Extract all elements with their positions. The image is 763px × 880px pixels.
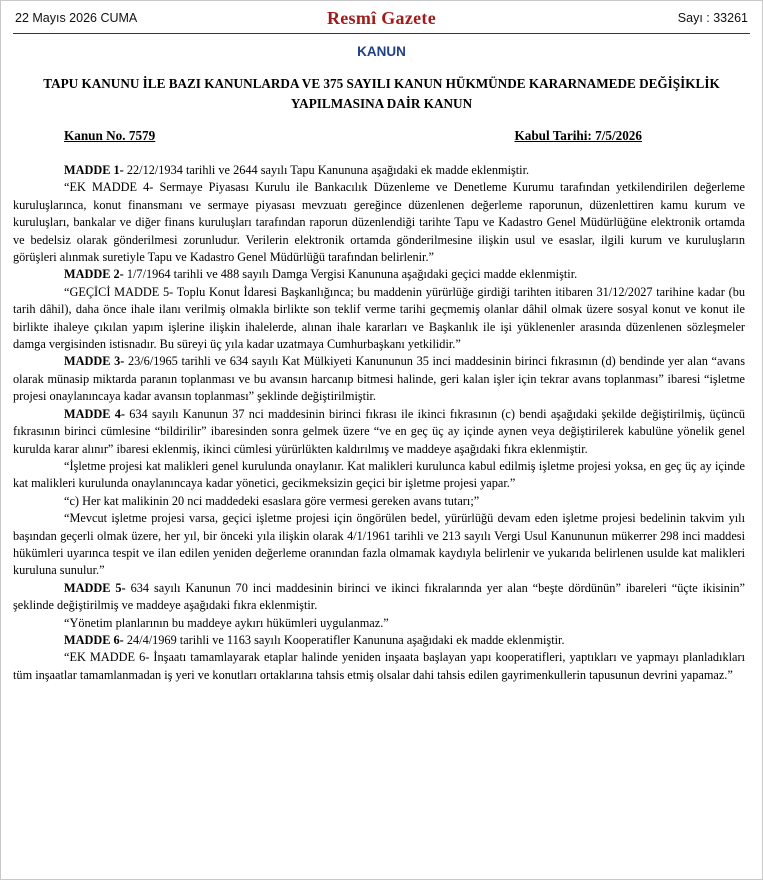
issue-date: 22 Mayıs 2026 CUMA [15, 11, 138, 25]
quoted-paragraph [13, 510, 745, 580]
paragraph-text: “EK MADDE 4- Sermaye Piyasası Kurulu ile Bankacılık Düzenleme ve Denetleme Kurumu tarafından yetkilendirilen değerleme kuruluşlarınca, konut finansmanı ve sermaye piyasası mevzuatı gereğince düzenlenen değerleme raporunun, düzenlettiren kamu kurum ve kuruluşları, bankalar ve diğer finans kuruluşları tarafından raporun düzenlendiği tarihte Tapu ve Kadastro Genel Müdürlüğüne elektronik ortamda ve bedelsiz olarak gönderilmesi zorunludur. Verilerin elektronik ortamda gönderilmesine ilişkin usul ve esaslar, ilgili kurum ve kuruluşların görüşleri alınmak suretiyle Tapu ve Kadastro Genel Müdürlüğü tarafından belirlenir.” [13, 180, 745, 265]
article-paragraph [13, 632, 745, 649]
law-type-heading: KANUN [357, 44, 406, 59]
paragraph-text: 24/4/1969 tarihli ve 1163 sayılı Kooperatifler Kanununa aşağıdaki ek madde eklenmiştir. [123, 632, 565, 647]
quoted-paragraph [13, 649, 745, 684]
masthead [13, 7, 750, 34]
article-paragraph [13, 580, 745, 615]
quoted-paragraph [13, 284, 745, 354]
paragraph-text: “GEÇİCİ MADDE 5- Toplu Konut İdaresi Başkanlığınca; bu maddenin yürürlüğe girdiği tarihten itibaren 31/12/2027 tarihine kadar (bu tarih dâhil), daha önce ihale ilanı verilmiş olmakla birlikte son teklif verme tarihi geçmemiş olanlar dâhil olmak üzere sosyal konut ve konut ile birlikte ihaleye çıkılan yapım işlerine ilişkin ihalelerde, alınan ihale kararları ve Başkanlık ile işi yüklenenler arasında düzenlenen sözleşmeler damga vergisinden istisnadır. Bu süreyi üç yıla kadar uzatmaya Cumhurbaşkanı yetkilidir.” [13, 284, 745, 352]
quoted-paragraph [13, 615, 745, 632]
article-label: MADDE 1- [64, 163, 124, 177]
article-paragraph [13, 162, 745, 179]
law-number: Kanun No. 7579 [64, 128, 156, 143]
gazette-title: Resmî Gazete [326, 8, 437, 28]
paragraph-text: “Mevcut işletme projesi varsa, geçici işletme projesi için öngörülen bedel, yürürlüğü devam eden işletme projesi bedelinin takvim yılı başından geçerli olmak üzere, her yıl, bir önceki yıla ilişkin olarak 4/1/1961 tarihli ve 213 sayılı Vergi Usul Kanununun mükerrer 298 inci maddesi hükümleri uyarınca tespit ve ilan edilen yeniden değerleme oranından fazla olmamak kaydıyla belirlenir ve yukarıda belirlenen usulde kat malikleri kuruluna sunulur.” [13, 511, 745, 578]
law-meta [64, 128, 642, 146]
article-paragraph [13, 406, 745, 458]
paragraph-text: “c) Her kat malikinin 20 nci maddedeki esaslara göre vermesi gereken avans tutarı;” [64, 493, 480, 508]
paragraph-text: 23/6/1965 tarihli ve 634 sayılı Kat Mülkiyeti Kanununun 35 inci maddesinin birinci fıkrasının (d) bendinde yer alan “avans olarak münasip miktarda paranın toplanması ve bu avansın harcanıp bitmesi halinde, geri kalan işler için tekrar avans toplanması” ibaresi “işletme projesi onaylanıncaya kadar avansın toplanması” şeklinde değiştirilmiştir. [13, 354, 745, 404]
article-label: MADDE 3- [64, 354, 125, 369]
article-label: MADDE 2- [64, 267, 124, 282]
article-label: MADDE 4- [64, 406, 125, 421]
paragraph-text: 634 sayılı Kanunun 37 nci maddesinin birinci fıkrası ile ikinci fıkrasının (c) bendi aşağıdaki şekilde değiştirilmiş, üçüncü fıkrasının birinci cümlesine “bildirilir” ibaresinden sonra gelmek üzere “ve en geç üç ay içinde aynen veya değiştirilerek kabulüne yönelik genel kurulda karar alınır” ibaresi eklenmiş, ikinci cümlesi yürürlükten kaldırılmış ve maddeye aşağıdaki fıkra eklenmiştir. [13, 406, 745, 456]
paragraph-text: “EK MADDE 6- İnşaatı tamamlayarak etaplar halinde yeniden inşaata başlayan yapı kooperatifleri, yaptıkları ve yapmayı planladıkları tüm inşaatlar tamamlanmadan iş yeri ve konutları ortaklarına tahsis etmiş olsalar dahi tahsis edilen gayrimenkullerin tapusunun devrini yapamaz.” [13, 650, 745, 682]
quoted-paragraph [13, 179, 745, 266]
article-paragraph [13, 266, 745, 283]
law-body [13, 162, 745, 684]
acceptance-date: Kabul Tarihi: 7/5/2026 [514, 128, 642, 143]
quoted-paragraph [13, 458, 745, 493]
law-title: TAPU KANUNU İLE BAZI KANUNLARDA VE 375 SAYILI KANUN HÜKMÜNDE KARARNAMEDE DEĞİŞİKLİK YAPILMASINA DAİR KANUN [43, 76, 720, 111]
paragraph-text: “İşletme projesi kat malikleri genel kurulunda onaylanır. Kat malikleri kurulunca kabul edilmiş işletme projesi yoksa, en geç üç ay içinde kat malikleri kurulunda onaylanıncaya kadar yönetici, gecikmeksizin geçici bir işletme projesi yapar.” [13, 458, 745, 491]
article-label: MADDE 5- [64, 580, 126, 595]
article-label: MADDE 6- [64, 632, 124, 647]
article-paragraph [13, 353, 745, 405]
paragraph-text: 634 sayılı Kanunun 70 inci maddesinin birinci ve ikinci fıkralarında yer alan “beşte dördünün” ibareleri “üçte ikisinin” şeklinde değiştirilmiş ve maddeye aşağıdaki fıkra eklenmiştir. [13, 580, 745, 613]
paragraph-text: 22/12/1934 tarihli ve 2644 sayılı Tapu Kanununa aşağıdaki ek madde eklenmiştir. [123, 163, 530, 177]
issue-number: Sayı : 33261 [677, 11, 748, 25]
paragraph-text: 1/7/1964 tarihli ve 488 sayılı Damga Vergisi Kanununa aşağıdaki geçici madde eklenmiştir. [123, 267, 578, 282]
quoted-paragraph [13, 493, 745, 510]
paragraph-text: “Yönetim planlarının bu maddeye aykırı hükümleri uygulanmaz.” [64, 615, 389, 630]
